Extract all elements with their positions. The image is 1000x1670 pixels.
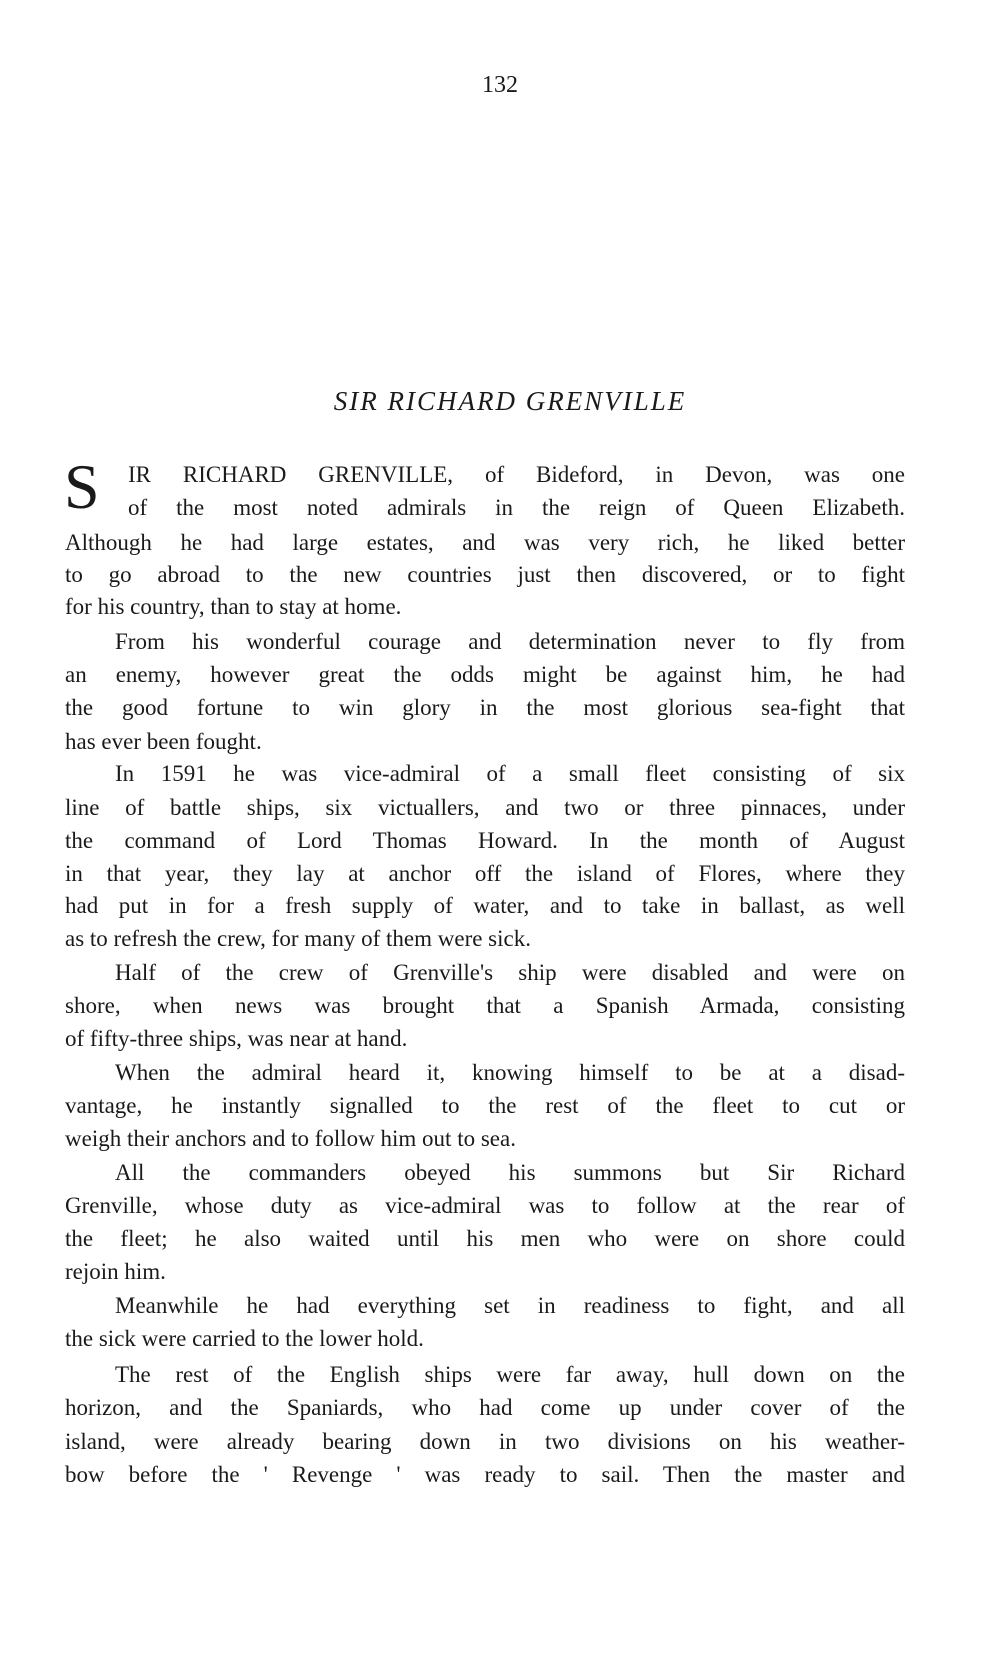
page-number: 132 [482,72,518,98]
chapter-title: SIR RICHARD GRENVILLE [333,386,687,416]
text-line: The rest of the English ships were far away, hull down on the [115,1362,905,1387]
text-line: Meanwhile he had everything set in readiness to fight, and all [115,1293,905,1318]
text-line: horizon, and the Spaniards, who had come up under cover of the [65,1395,905,1420]
text-line: the good fortune to win glory in the most glorious sea-fight that [65,695,905,720]
text-line: island, were already bearing down in two divisions on his weather- [65,1429,905,1454]
text-line: vantage, he instantly signalled to the rest of the fleet to cut or [65,1093,905,1118]
text-line: weigh their anchors and to follow him out to sea. [65,1126,516,1151]
text-line: the fleet; he also waited until his men who were on shore could [65,1226,905,1251]
text-line: When the admiral heard it, knowing himself to be at a disad- [115,1060,905,1085]
drop-cap: S [64,451,100,522]
text-line: IR RICHARD GRENVILLE, of Bideford, in Devon, was one [128,462,905,487]
text-line: From his wonderful courage and determination never to fly from [115,629,905,654]
text-line: Although he had large estates, and was very rich, he liked better [65,530,905,555]
text-line: shore, when news was brought that a Spanish Armada, consisting [65,993,905,1018]
text-line: has ever been fought. [65,729,262,754]
text-line: to go abroad to the new countries just then discovered, or to fight [65,562,905,587]
text-line: of fifty-three ships, was near at hand. [65,1026,408,1051]
text-line: the sick were carried to the lower hold. [65,1326,424,1351]
text-line: had put in for a fresh supply of water, and to take in ballast, as well [65,893,905,918]
text-line: as to refresh the crew, for many of them were sick. [65,926,531,951]
text-line: Grenville, whose duty as vice-admiral was to follow at the rear of [65,1193,905,1218]
text-line: an enemy, however great the odds might be against him, he had [65,662,905,687]
text-line: rejoin him. [65,1259,166,1284]
text-line: the command of Lord Thomas Howard. In the month of August [65,828,905,853]
text-line: All the commanders obeyed his summons but Sir Richard [115,1160,905,1185]
text-line: of the most noted admirals in the reign of Queen Elizabeth. [128,495,905,520]
text-line: In 1591 he was vice-admiral of a small fleet consisting of six [115,761,905,786]
text-line: in that year, they lay at anchor off the island of Flores, where they [65,861,905,886]
text-line: for his country, than to stay at home. [65,594,402,619]
text-line: Half of the crew of Grenville's ship were disabled and were on [115,960,905,985]
text-line: line of battle ships, six victuallers, and two or three pinnaces, under [65,795,905,820]
text-line: bow before the ' Revenge ' was ready to sail. Then the master and [65,1462,905,1487]
